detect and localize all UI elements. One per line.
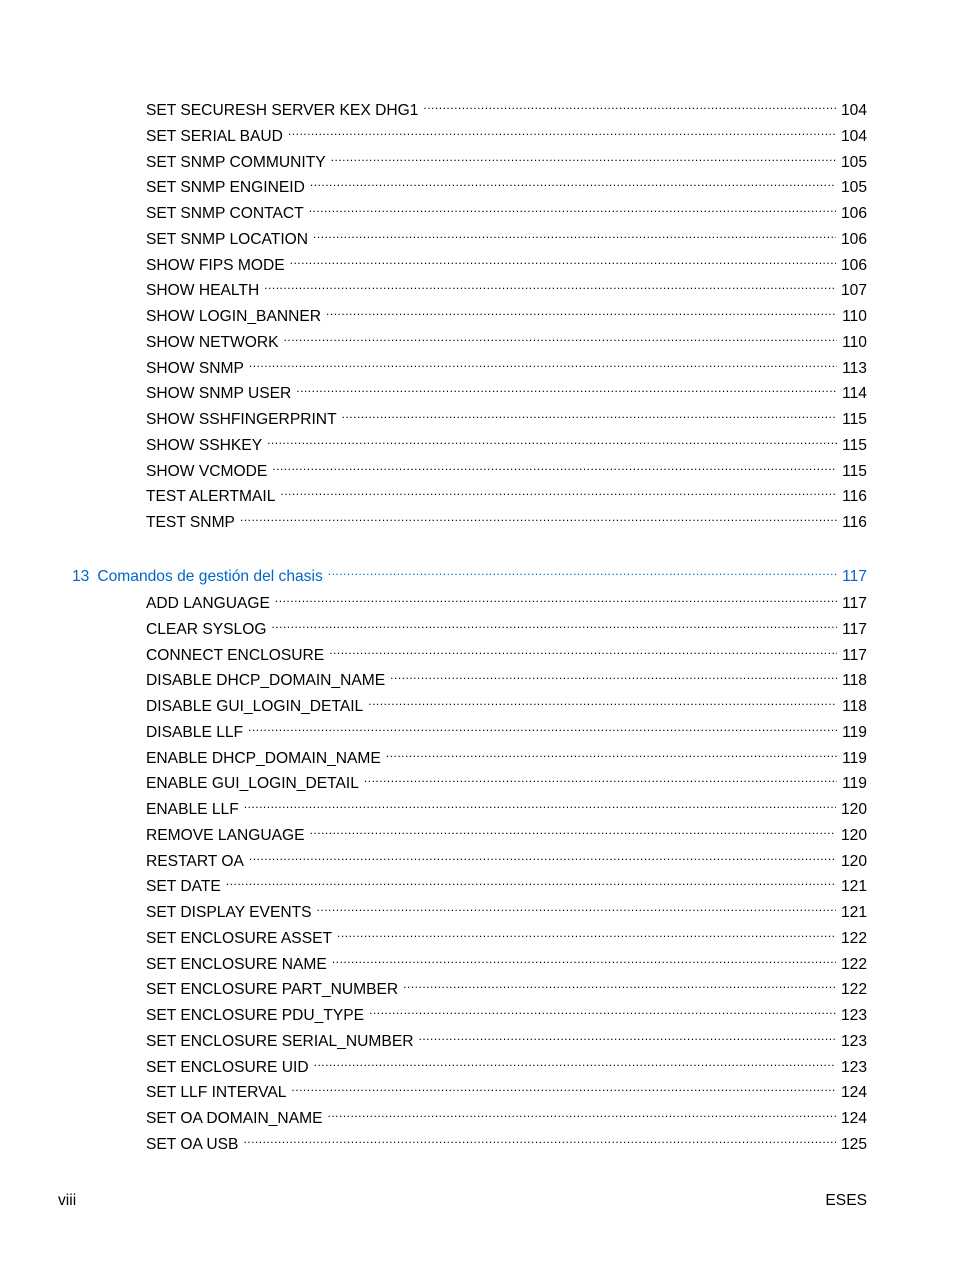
toc-entry-label: SET ENCLOSURE SERIAL_NUMBER [146, 1032, 414, 1050]
toc-entry-page-number: 113 [842, 359, 867, 377]
dot-leader [272, 456, 837, 476]
toc-entry-label: SHOW NETWORK [146, 333, 279, 351]
toc-entry-page-number: 120 [840, 826, 867, 844]
toc-entry-label: SHOW FIPS MODE [146, 256, 285, 274]
toc-entry[interactable] [146, 768, 867, 793]
toc-entry-label: SET OA DOMAIN_NAME [146, 1110, 323, 1127]
toc-entry[interactable] [146, 95, 867, 119]
toc-entry-page-number: 120 [840, 852, 867, 870]
toc-entry-page-number: 122 [840, 929, 867, 947]
dot-leader [249, 846, 836, 866]
toc-entry-page-number: 106 [840, 256, 867, 274]
chapter-13-entry[interactable] [72, 561, 867, 585]
toc-entry[interactable] [146, 404, 867, 428]
toc-entry-label: SET DISPLAY EVENTS [146, 904, 312, 921]
toc-entry[interactable] [146, 1000, 867, 1024]
toc-entry-page-number: 115 [842, 462, 867, 480]
dot-leader [326, 301, 837, 321]
dot-leader [390, 665, 837, 685]
toc-entry-label: SET ENCLOSURE ASSET [146, 929, 333, 947]
toc-entry[interactable] [146, 507, 867, 531]
toc-entry-label: SET ENCLOSURE UID [146, 1058, 309, 1076]
toc-entry-label: ENABLE DHCP_DOMAIN_NAME [146, 749, 381, 767]
toc-entry[interactable] [146, 794, 867, 818]
toc-entry[interactable] [146, 614, 867, 638]
toc-entry[interactable] [146, 198, 867, 222]
toc-entry-label: SET SECURESH SERVER KEX DHG1 [146, 102, 419, 119]
dot-leader [423, 95, 836, 115]
toc-entry-page-number: 119 [842, 749, 867, 767]
dot-leader [331, 147, 836, 167]
toc-entry-page-number: 116 [842, 488, 867, 506]
toc-entry-label: SET SNMP COMMUNITY [146, 153, 326, 171]
dot-leader [243, 1129, 836, 1149]
toc-entry[interactable] [146, 1026, 867, 1050]
dot-leader [296, 378, 837, 398]
toc-entry[interactable] [146, 717, 867, 741]
dot-leader [332, 949, 836, 969]
toc-entry-label: SET ENCLOSURE NAME [146, 955, 327, 973]
toc-entry-page-number: 122 [840, 955, 867, 973]
toc-entry-label: REMOVE LANGUAGE [146, 826, 305, 844]
toc-entry[interactable] [146, 1077, 867, 1102]
toc-entry-page-number: 123 [840, 1032, 867, 1050]
toc-entry-page-number: 123 [840, 1058, 867, 1076]
toc-entry[interactable] [146, 640, 867, 664]
toc-entry[interactable] [146, 665, 867, 690]
dot-leader [280, 481, 837, 501]
toc-entry[interactable] [146, 949, 867, 973]
toc-entry[interactable] [146, 871, 867, 896]
dot-leader [314, 1052, 836, 1072]
toc-entry[interactable] [146, 974, 867, 999]
toc-entry-label: DISABLE LLF [146, 723, 244, 741]
dot-leader [418, 1026, 835, 1046]
toc-entry[interactable] [146, 147, 867, 171]
toc-entry[interactable] [146, 691, 867, 715]
toc-entry[interactable] [146, 588, 867, 612]
toc-entry-label: SHOW VCMODE [146, 462, 268, 480]
toc-entry[interactable] [146, 121, 867, 145]
toc-entry-label: SET SNMP ENGINEID [146, 179, 305, 197]
toc-entry[interactable] [146, 820, 867, 844]
dot-leader [403, 974, 836, 994]
toc-entry-page-number: 115 [842, 436, 867, 454]
toc-entry-label: SET ENCLOSURE PART_NUMBER [146, 981, 399, 999]
footer-page-number: viii [58, 1192, 77, 1209]
dot-leader [240, 507, 837, 527]
toc-entry[interactable] [146, 1103, 867, 1127]
dot-leader [288, 121, 836, 141]
toc-entry-label: CONNECT ENCLOSURE [146, 646, 325, 664]
toc-entry-page-number: 123 [840, 1007, 867, 1024]
toc-entry-page-number: 117 [842, 620, 867, 638]
toc-entry-page-number: 124 [840, 1084, 867, 1102]
toc-entry-label: RESTART OA [146, 852, 244, 870]
toc-entry-label: SHOW SSHFINGERPRINT [146, 411, 337, 428]
dot-leader [284, 327, 838, 347]
toc-entry-label: CLEAR SYSLOG [146, 620, 267, 638]
toc-entry[interactable] [146, 353, 867, 377]
dot-leader [368, 691, 837, 711]
toc-entry-page-number: 104 [840, 127, 867, 145]
toc-entry-label: SET SERIAL BAUD [146, 127, 283, 145]
toc-entry-label: SHOW SSHKEY [146, 436, 263, 454]
toc-entry[interactable] [146, 846, 867, 870]
dot-leader [244, 794, 836, 814]
toc-entry[interactable] [146, 1052, 867, 1076]
toc-entry-label: SET OA USB [146, 1135, 239, 1153]
dot-leader [249, 353, 837, 373]
dot-leader [313, 224, 836, 244]
dot-leader [310, 172, 836, 192]
toc-entry-label: SHOW SNMP USER [146, 385, 292, 403]
toc-entry-label: SET SNMP LOCATION [146, 230, 309, 248]
toc-entry-page-number: 117 [842, 595, 867, 612]
toc-entry-page-number: 106 [840, 230, 867, 248]
dot-leader [267, 430, 837, 450]
toc-entry-page-number: 120 [840, 801, 867, 818]
chapter-number: 13 [72, 568, 90, 585]
toc-entry[interactable] [146, 481, 867, 506]
toc-entry[interactable] [146, 327, 867, 351]
toc-entry[interactable] [146, 250, 867, 274]
dot-leader [317, 897, 836, 917]
toc-entry-page-number: 121 [840, 904, 867, 921]
toc-entry[interactable] [146, 743, 867, 767]
dot-leader [291, 1077, 836, 1097]
toc-entry-label: SET LLF INTERVAL [146, 1084, 287, 1102]
toc-entry-label: TEST SNMP [146, 514, 235, 531]
dot-leader [275, 588, 837, 608]
toc-entry-page-number: 125 [840, 1135, 867, 1153]
toc-entry[interactable] [146, 378, 867, 403]
toc-entry-label: SHOW LOGIN_BANNER [146, 308, 322, 325]
dot-leader [271, 614, 837, 634]
dot-leader [342, 404, 838, 424]
toc-entry-page-number: 107 [840, 282, 867, 300]
toc-entry-page-number: 115 [842, 411, 867, 428]
dot-leader [337, 923, 836, 943]
toc-entry-page-number: 121 [840, 878, 867, 896]
toc-entry[interactable] [146, 224, 867, 248]
toc-entry-page-number: 119 [842, 723, 867, 741]
toc-entry-label: ENABLE GUI_LOGIN_DETAIL [146, 775, 359, 793]
toc-entry-page-number: 118 [842, 672, 867, 690]
toc-entry-page-number: 117 [842, 646, 867, 664]
dot-leader [309, 198, 836, 218]
dot-leader [386, 743, 837, 763]
toc-entry-page-number: 110 [842, 333, 867, 351]
toc-entry-page-number: 116 [842, 514, 867, 531]
toc-entry-label: DISABLE DHCP_DOMAIN_NAME [146, 672, 386, 690]
toc-entry-page-number: 105 [840, 153, 867, 171]
dot-leader [328, 561, 837, 581]
dot-leader [264, 275, 836, 295]
toc-entry-label: TEST ALERTMAIL [146, 488, 276, 506]
chapter-title: Comandos de gestión del chasis [97, 568, 323, 585]
toc-entry-label: SHOW HEALTH [146, 282, 260, 300]
toc-entry[interactable] [146, 172, 867, 197]
toc-entry-page-number: 118 [842, 698, 867, 715]
toc-entry[interactable] [146, 430, 867, 454]
toc-entry[interactable] [146, 923, 867, 947]
toc-entry-page-number: 106 [840, 205, 867, 222]
dot-leader [290, 250, 836, 270]
chapter-page-number: 117 [842, 568, 867, 585]
toc-entry-label: ADD LANGUAGE [146, 595, 270, 612]
toc-entry-page-number: 114 [842, 385, 867, 403]
toc-entry-page-number: 110 [842, 308, 867, 325]
toc-entry-label: SHOW SNMP [146, 359, 244, 377]
dot-leader [310, 820, 836, 840]
toc-entry-page-number: 124 [840, 1110, 867, 1127]
toc-entry[interactable] [146, 456, 867, 480]
footer-language-code: ESES [825, 1192, 867, 1209]
toc-entry-label: SET SNMP CONTACT [146, 205, 304, 222]
toc-entry-label: DISABLE GUI_LOGIN_DETAIL [146, 698, 364, 715]
dot-leader [327, 1103, 835, 1123]
dot-leader [369, 1000, 836, 1020]
dot-leader [226, 871, 836, 891]
toc-entry-page-number: 119 [842, 775, 867, 793]
toc-entry[interactable] [146, 275, 867, 300]
dot-leader [248, 717, 837, 737]
toc-entry[interactable] [146, 301, 867, 325]
toc-entry-page-number: 104 [840, 102, 867, 119]
toc-entry[interactable] [146, 897, 867, 921]
toc-entry-page-number: 105 [840, 179, 867, 197]
dot-leader [329, 640, 837, 660]
toc-entry-label: ENABLE LLF [146, 801, 239, 818]
toc-entry-label: SET DATE [146, 878, 221, 896]
toc-entry[interactable] [146, 1129, 867, 1153]
toc-entry-label: SET ENCLOSURE PDU_TYPE [146, 1007, 365, 1024]
dot-leader [364, 768, 837, 788]
toc-entry-page-number: 122 [840, 981, 867, 999]
